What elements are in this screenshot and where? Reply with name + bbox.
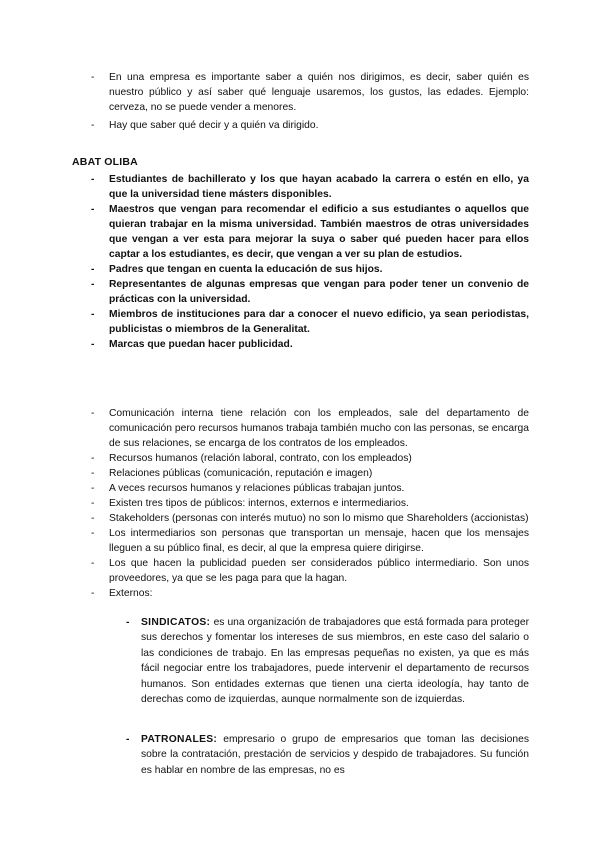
list-item-text: Recursos humanos (relación laboral, contrato, con los empleados) (109, 453, 412, 464)
list-item-text: Externos: (109, 588, 153, 599)
list-item (88, 481, 529, 496)
term-label: PATRONALES: (141, 734, 224, 745)
list-item-text: Hay que saber qué decir y a quién va dirigido. (109, 120, 319, 131)
list-item (88, 511, 529, 526)
bullet-dash: - (91, 588, 95, 599)
bullet-dash: - (91, 309, 95, 320)
list-item-text: Stakeholders (personas con interés mutuo) no son lo mismo que Shareholders (accionistas) (109, 513, 529, 524)
intro-list (88, 70, 529, 133)
list-item-text: Los intermediarios son personas que transportan un mensaje, hacen que los mensajes lleguen a su público final, es decir, al que la empresa quiere dirigirse. (109, 528, 529, 554)
list-item (88, 70, 529, 115)
communication-list (88, 406, 529, 601)
bullet-dash: - (91, 468, 95, 479)
list-item (88, 451, 529, 466)
term-definition: es una organización de trabajadores que está formada para proteger sus derechos y fomentar los intereses de sus miembros, en este caso del salario o las condiciones de trabajo. En las empresas pequeñas no existen, ya que es más fácil negociar entre los trabajadores, puede intervenir el departamento de recursos humanos. Son entidades externas que tienen una cierta ideología, hay tanto de derechas como de izquierdas, aunque normalmente son de izquierdas. (141, 617, 529, 706)
list-item-text: Los que hacen la publicidad pueden ser considerados público intermediario. Son unos proveedores, ya que se les paga para que la hagan. (109, 558, 529, 584)
bullet-dash: - (91, 558, 95, 569)
bullet-dash: - (91, 513, 95, 524)
list-item-text: Miembros de instituciones para dar a conocer el nuevo edificio, ya sean periodistas, publicistas o miembros de la Generalitat. (109, 309, 529, 335)
list-item-text: En una empresa es importante saber a quién nos dirigimos, es decir, saber quién es nuestro público y así saber qué lenguaje usaremos, los gustos, las edades. Ejemplo: cerveza, no se puede vender a menores. (109, 72, 529, 113)
externos-sublist (128, 732, 529, 778)
bullet-dash: - (91, 72, 95, 83)
bullet-dash: - (91, 453, 95, 464)
term-label: SINDICATOS: (141, 617, 214, 628)
bullet-dash: - (126, 617, 130, 628)
list-item (88, 526, 529, 556)
bullet-dash: - (91, 120, 95, 131)
list-item-text: Comunicación interna tiene relación con los empleados, sale del departamento de comunicación pero recursos humanos trabaja también mucho con las personas, se encarga de sus relaciones, se encarga de los contratos de los empleados. (109, 408, 529, 449)
list-item-text: Marcas que puedan hacer publicidad. (109, 339, 293, 350)
bullet-dash: - (91, 498, 95, 509)
term-definition: empresario o grupo de empresarios que toman las decisiones sobre la contratación, prestación de servicios y despido de trabajadores. Su función es hablar en nombre de las empresas, no es (141, 734, 529, 776)
list-item-text: Maestros que vengan para recomendar el edificio a sus estudiantes o aquellos que quieran trabajar en la misma universidad. También maestros de otras universidades que vengan a ver esta para mejorar la suya o saber qué pueden hacer para ellos captar a los estudiantes, es decir, que vengan a ver su plan de estudios. (109, 204, 529, 260)
list-item (88, 172, 529, 202)
section-heading: ABAT OLIBA (72, 156, 138, 168)
list-item (88, 277, 529, 307)
bullet-dash: - (91, 483, 95, 494)
bullet-dash: - (91, 204, 95, 215)
sublist-item-patronales (128, 732, 529, 778)
bullet-dash: - (91, 339, 95, 350)
list-item-text: Padres que tengan en cuenta la educación de sus hijos. (109, 264, 383, 275)
bullet-dash: - (91, 408, 95, 419)
list-item (88, 118, 529, 133)
list-item (88, 307, 529, 337)
list-item (88, 337, 529, 352)
bullet-dash: - (91, 279, 95, 290)
list-item (88, 202, 529, 262)
bullet-dash: - (91, 174, 95, 185)
list-item-text: A veces recursos humanos y relaciones públicas trabajan juntos. (109, 483, 405, 494)
list-item (88, 586, 529, 601)
list-item (88, 406, 529, 451)
list-item-text: Estudiantes de bachillerato y los que hayan acabado la carrera o estén en ello, ya que la universidad tiene másters disponibles. (109, 174, 529, 200)
bullet-dash: - (126, 734, 130, 745)
abat-oliba-list (88, 172, 529, 352)
list-item-text: Existen tres tipos de públicos: internos, externos e intermediarios. (109, 498, 409, 509)
list-item-text: Relaciones públicas (comunicación, reputación e imagen) (109, 468, 373, 479)
sublist-item-sindicatos (128, 615, 529, 707)
list-item (88, 466, 529, 481)
bullet-dash: - (91, 264, 95, 275)
list-item (88, 496, 529, 511)
list-item-text: Representantes de algunas empresas que vengan para poder tener un convenio de prácticas con la universidad. (109, 279, 529, 305)
list-item (88, 262, 529, 277)
list-item (88, 556, 529, 586)
bullet-dash: - (91, 528, 95, 539)
externos-sublist (128, 615, 529, 707)
